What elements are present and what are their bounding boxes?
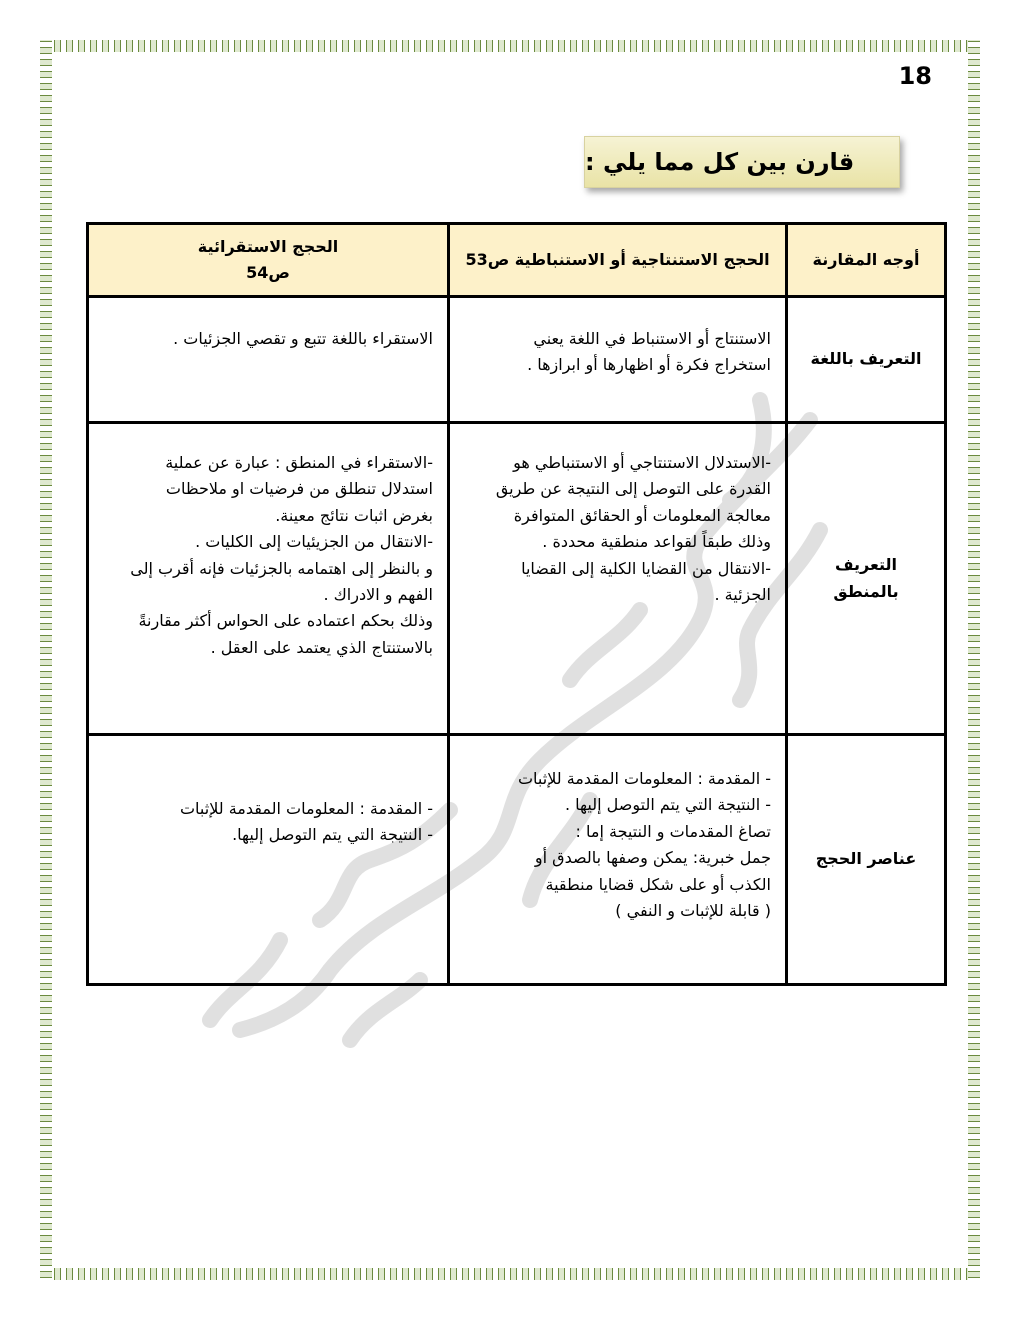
deductive-text: - المقدمة : المعلومات المقدمة للإثبات - النتيجة التي يتم التوصل إليها . تصاغ المقدمات و النتيجة إما : جمل خبرية: يمكن وصفها بالصدق أو الكذب أو على شكل قضايا منطقية ( قابلة للإثبات و النفي ): [517, 769, 771, 920]
table-row: [88, 735, 946, 985]
table-row: [88, 423, 946, 735]
page-number: 18: [898, 62, 932, 90]
inductive-cell: [88, 735, 449, 985]
table-row: [88, 297, 946, 423]
page-border-left: [40, 40, 52, 1280]
deductive-cell: [449, 735, 787, 985]
inductive-text: -الاستقراء في المنطق : عبارة عن عملية استدلال تنطلق من فرضيات او ملاحظات بغرض اثبات نتائج معينة. -الانتقال من الجزيئيات إلى الكليات . و بالنظر إلى اهتمامه بالجزئيات فإنه أقرب إلى الفهم و الادراك . وذلك بحكم اعتماده على الحواس أكثر مقارنةً بالاستنتاج الذي يعتمد على العقل .: [130, 453, 433, 657]
deductive-cell: [449, 423, 787, 735]
inductive-text: الاستقراء باللغة تتبع و تقصي الجزئيات .: [173, 329, 433, 348]
section-title: قارن بين كل مما يلي :: [585, 148, 855, 176]
row-label: التعريف بالمنطق: [787, 423, 946, 735]
inductive-cell: [88, 423, 449, 735]
row-label: التعريف باللغة: [787, 297, 946, 423]
inductive-text: - المقدمة : المعلومات المقدمة للإثبات - النتيجة التي يتم التوصل إليها.: [179, 799, 433, 845]
header-aspect: أوجه المقارنة: [787, 224, 946, 297]
header-inductive-title: الحجج الاستقرائية: [197, 236, 339, 256]
header-inductive: [88, 224, 449, 297]
inductive-cell: [88, 297, 449, 423]
page-border-right: [968, 40, 980, 1280]
comparison-table: [86, 222, 947, 986]
deductive-text: الاستنتاج أو الاستنباط في اللغة يعني استخراج فكرة أو اظهارها أو ابرازها .: [527, 329, 771, 375]
section-title-box: [584, 136, 900, 188]
table-header-row: [88, 224, 946, 297]
header-inductive-page: ص54: [246, 263, 290, 282]
page-border-bottom: [40, 1268, 980, 1280]
page-border-top: [40, 40, 980, 52]
header-deductive: الحجج الاستنتاجية أو الاستنباطية ص53: [449, 224, 787, 297]
deductive-cell: [449, 297, 787, 423]
row-label: عناصر الحجج: [787, 735, 946, 985]
deductive-text: -الاستدلال الاستنتاجي أو الاستنباطي هو القدرة على التوصل إلى النتيجة عن طريق معالجة المعلومات أو الحقائق المتوافرة وذلك طبقاً لقواعد منطقية محددة . -الانتقال من القضايا الكلية إلى القضايا الجزئية .: [495, 453, 771, 604]
